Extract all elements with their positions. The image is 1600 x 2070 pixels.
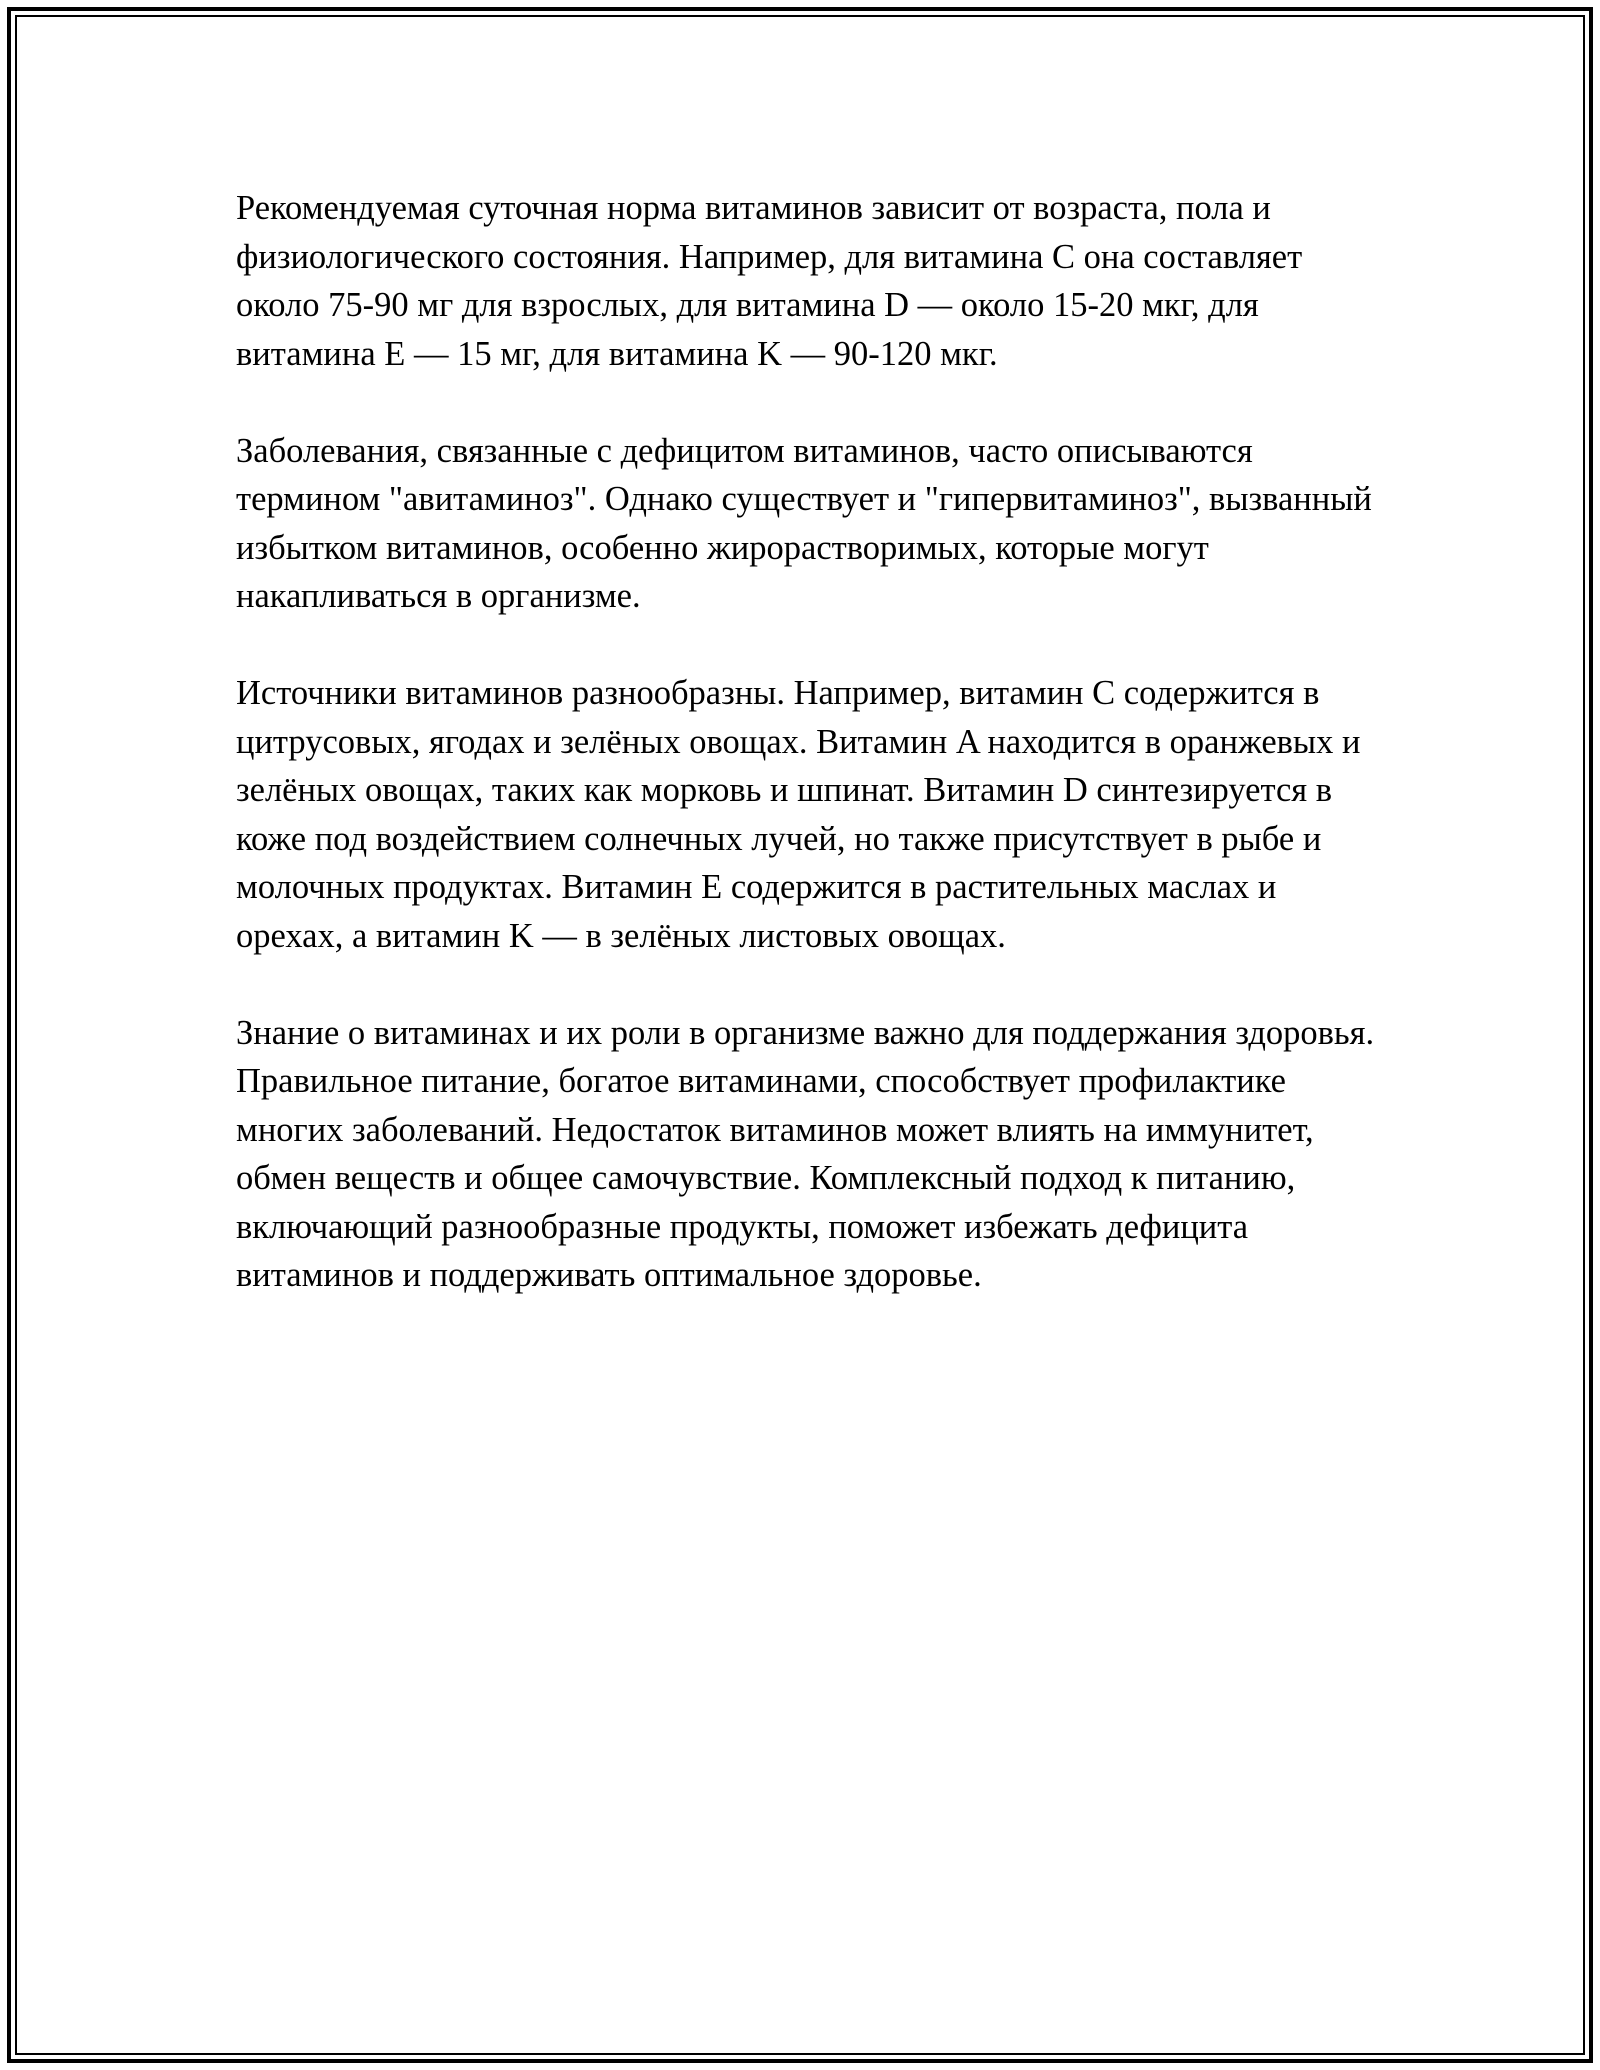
- paragraph-conclusion: Знание о витаминах и их роли в организме важно для поддержания здоровья. Правильное питание, богатое витаминами, способствует профилактике многих заболеваний. Недостаток витаминов может влиять на иммунитет, обмен веществ и общее самочувствие. Комплексный подход к питанию, включающий разнообразные продукты, поможет избежать дефицита витаминов и поддерживать оптимальное здоровье.: [236, 1013, 1375, 1294]
- document-body: [236, 184, 1386, 1348]
- paragraph-vitamin-sources: Источники витаминов разнообразны. Например, витамин C содержится в цитрусовых, ягодах и зелёных овощах. Витамин A находится в оранжевых и зелёных овощах, таких как морковь и шпинат. Витамин D синтезируется в коже под воздействием солнечных лучей, но также присутствует в рыбе и молочных продуктах. Витамин E содержится в растительных маслах и орехах, а витамин K — в зелёных листовых овощах.: [236, 674, 1361, 955]
- paragraph-deficiency-diseases: Заболевания, связанные с дефицитом витаминов, часто описываются термином "авитаминоз". Однако существует и "гипервитаминоз", вызванный избытком витаминов, особенно жирорастворимых, которые могут накапливаться в организме.: [236, 431, 1372, 615]
- paragraph-daily-norm: Рекомендуемая суточная норма витаминов зависит от возраста, пола и физиологического состояния. Например, для витамина C она составляет около 75-90 мг для взрослых, для витамина D — около 15-20 мкг, для витамина E — 15 мг, для витамина K — 90-120 мкг.: [236, 189, 1303, 373]
